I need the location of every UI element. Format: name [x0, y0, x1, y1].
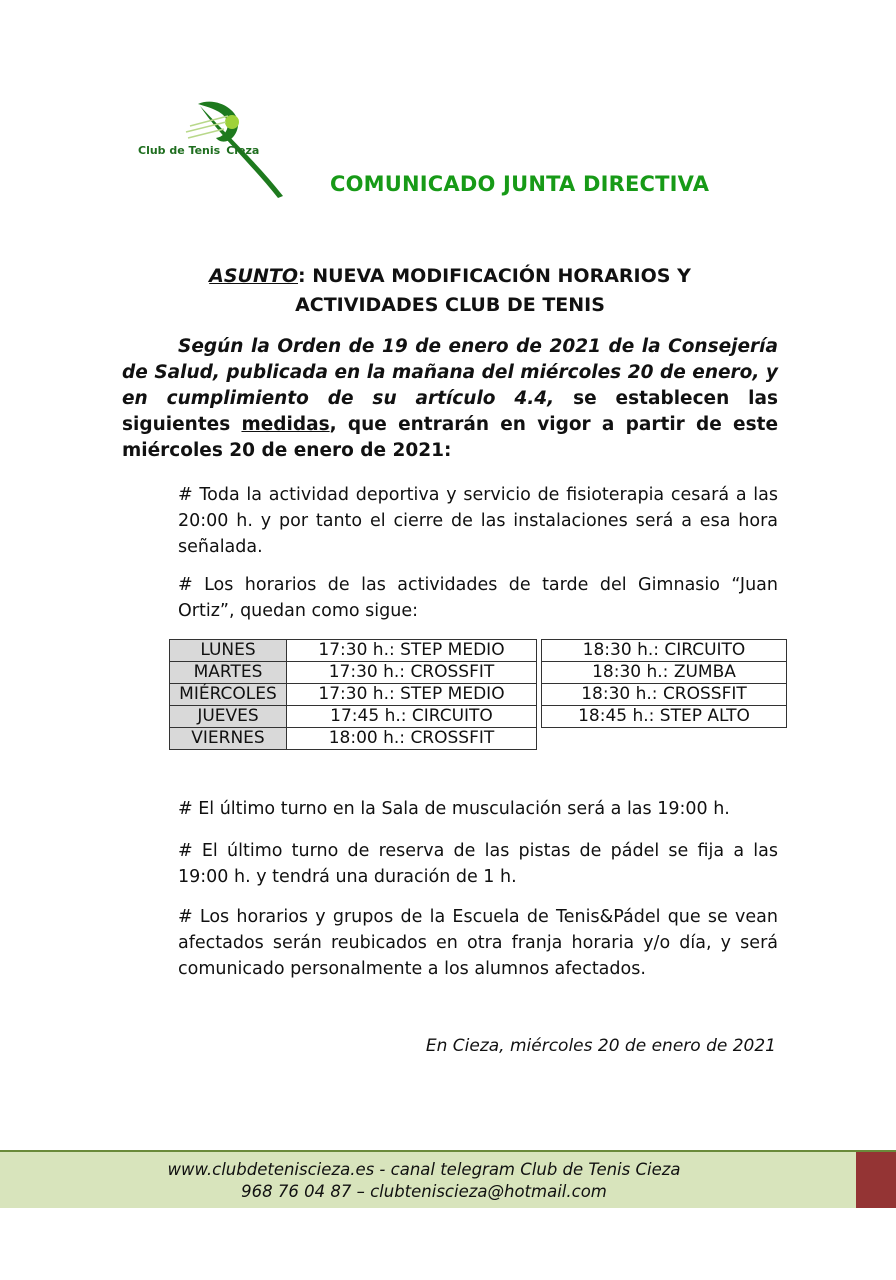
logo-text: Club de Tenis Cieza	[138, 144, 260, 157]
first-slot-cell: 18:00 h.: CROSSFIT	[287, 728, 537, 750]
footer-contact-line: 968 76 04 87 – clubtenisciez​a@hotmail.com	[241, 1182, 607, 1201]
footer-website-line: www.clubdetenisciez​a.es - canal telegram Club de Tenis Cieza	[167, 1160, 681, 1179]
day-cell: VIERNES	[170, 728, 287, 750]
first-slot-cell: 17:30 h.: STEP MEDIO	[287, 684, 537, 706]
table-row	[170, 728, 787, 750]
first-slot-cell: 17:45 h.: CIRCUITO	[287, 706, 537, 728]
measure-paragraph: # Toda la actividad deportiva y servicio de fisioterapia cesará a las 20:00 h. y por tanto el cierre de las instalaciones será a esa hora señalada.	[178, 485, 778, 557]
measure-paragraph: # Los horarios y grupos de la Escuela de Tenis&Pádel que se vean afectados serán reubicados en otra franja horaria y/o día, y será comunicado personalmente a los alumnos afectados.	[178, 907, 778, 979]
subject-line-2: ACTIVIDADES CLUB DE TENIS	[295, 294, 605, 316]
day-cell: MARTES	[170, 662, 287, 684]
club-logo	[128, 96, 298, 206]
second-slot-cell: 18:30 h.: CROSSFIT	[542, 684, 787, 706]
measure-paragraph: # El último turno en la Sala de musculación será a las 19:00 h.	[178, 799, 730, 819]
underlined-word: medidas	[241, 414, 330, 435]
second-slot-cell: 18:30 h.: ZUMBA	[542, 662, 787, 684]
table-row	[170, 684, 787, 706]
table-row	[170, 662, 787, 684]
day-cell: LUNES	[170, 640, 287, 662]
day-cell: MIÉRCOLES	[170, 684, 287, 706]
footer-bar	[0, 1150, 896, 1208]
second-slot-cell: 18:30 h.: CIRCUITO	[542, 640, 787, 662]
table-row	[170, 640, 787, 662]
closing-date: En Cieza, miércoles 20 de enero de 2021	[425, 1036, 776, 1056]
subject-heading	[150, 262, 750, 320]
subject-label: ASUNTO	[209, 265, 298, 287]
table-row	[170, 706, 787, 728]
gym-schedule-table	[169, 639, 787, 750]
measure-paragraph: # Los horarios de las actividades de tarde del Gimnasio “Juan Ortiz”, quedan como sigue:	[178, 575, 778, 621]
second-slot-cell: 18:45 h.: STEP ALTO	[542, 706, 787, 728]
day-cell: JUEVES	[170, 706, 287, 728]
footer-accent	[856, 1152, 896, 1208]
first-slot-cell: 17:30 h.: CROSSFIT	[287, 662, 537, 684]
measure-paragraph: # El último turno de reserva de las pistas de pádel se fija a las 19:00 h. y tendrá una duración de 1 h.	[178, 841, 778, 887]
first-slot-cell: 17:30 h.: STEP MEDIO	[287, 640, 537, 662]
intro-paragraph: Según la Orden de 19 de enero de 2021 de la Consejería de Salud, publicada en la mañana del miércoles 20 de enero, y en cumplimiento de su artículo 4.4, se establecen las siguientes medidas, que entrarán en vigor a partir de este miércoles 20 de enero de 2021:	[122, 336, 778, 461]
page-title: COMUNICADO JUNTA DIRECTIVA	[330, 172, 710, 196]
subject-line-1: : NUEVA MODIFICACIÓN HORARIOS Y	[298, 265, 691, 287]
